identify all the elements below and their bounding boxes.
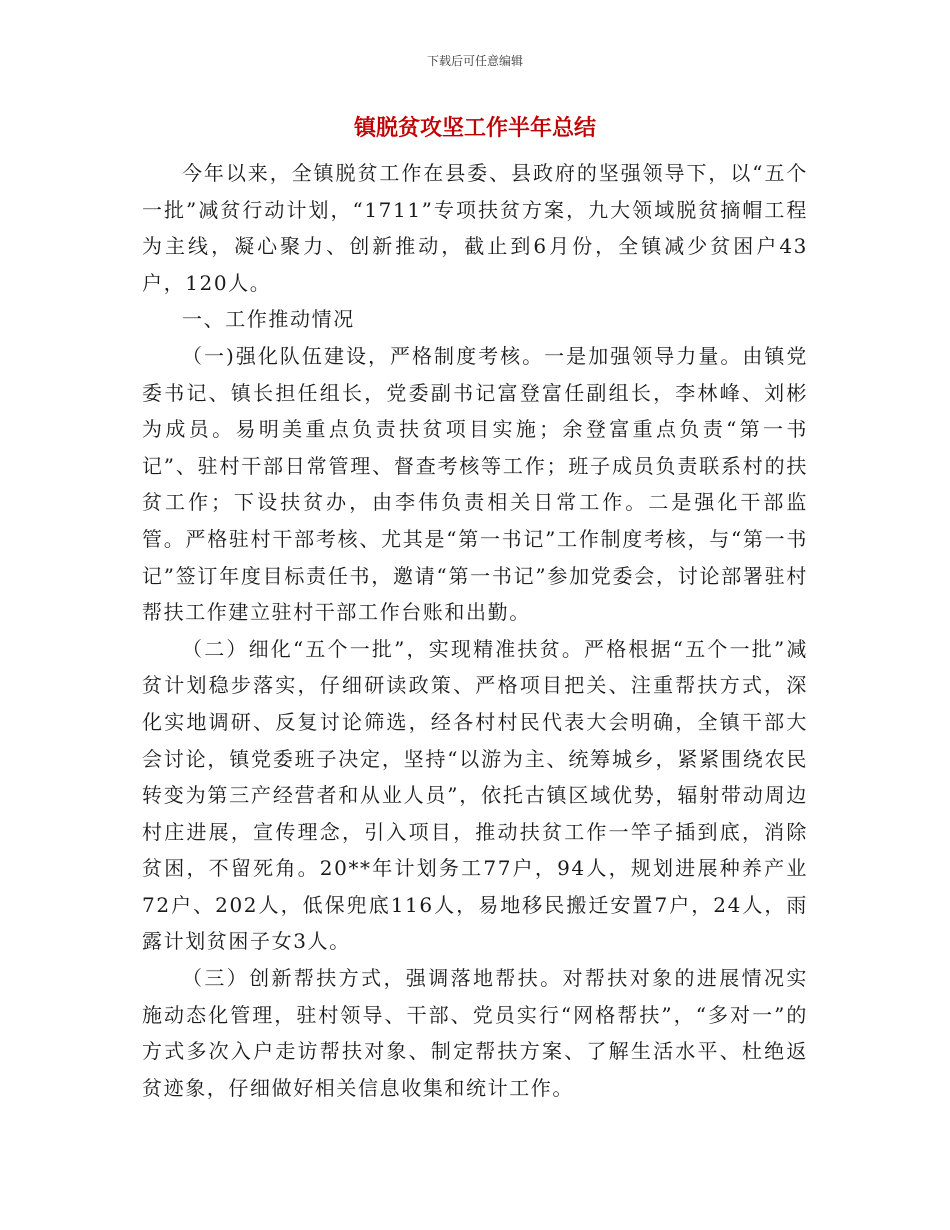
document-body (142, 155, 808, 1106)
section-paragraph-2: （二）细化“五个一批”，实现精准扶贫。严格根据“五个一批”减贫计划稳步落实，仔细研读政策、严格项目把关、注重帮扶方式，深化实地调研、反复讨论筛选，经各村村民代表大会明确，全镇干部大会讨论，镇党委班子决定，坚持“以游为主、统筹城乡，紧紧围绕农民转变为第三产经营者和从业人员”，依托古镇区域优势，辐射带动周边村庄进展，宣传理念，引入项目，推动扶贫工作一竿子插到底，消除贫困，不留死角。20**年计划务工77户，94人，规划进展种养产业72户、202人，低保兜底116人，易地移民搬迁安置7户，24人，雨露计划贫困子女3人。 (142, 636, 808, 954)
intro-paragraph: 今年以来，全镇脱贫工作在县委、县政府的坚强领导下，以“五个一批”减贫行动计划，“1711”专项扶贫方案，九大领域脱贫摘帽工程为主线，凝心聚力、创新推动，截止到6月份，全镇减少贫困户43户，120人。 (142, 161, 808, 295)
page-header-note: 下载后可任意编辑 (426, 54, 523, 68)
section-heading: 一、工作推动情况 (182, 307, 355, 332)
section-paragraph-1: （一)强化队伍建设，严格制度考核。一是加强领导力量。由镇党委书记、镇长担任组长，党委副书记富登富任副组长，李林峰、刘彬为成员。易明美重点负责扶贫项目实施；余登富重点负责“第一书记”、驻村干部日常管理、督查考核等工作；班子成员负责联系村的扶贫工作；下设扶贫办，由李伟负责相关日常工作。二是强化干部监管。严格驻村干部考核、尤其是“第一书记”工作制度考核，与“第一书记”签订年度目标责任书，邀请“第一书记”参加党委会，讨论部署驻村帮扶工作建立驻村干部工作台账和出勤。 (142, 343, 808, 625)
section-paragraph-3: （三）创新帮扶方式，强调落地帮扶。对帮扶对象的进展情况实施动态化管理，驻村领导、干部、党员实行“网格帮扶”，“多对一”的方式多次入户走访帮扶对象、制定帮扶方案、了解生活水平、杜绝返贫迹象，仔细做好相关信息收集和统计工作。 (142, 966, 808, 1100)
document-title: 镇脱贫攻坚工作半年总结 (353, 116, 596, 141)
